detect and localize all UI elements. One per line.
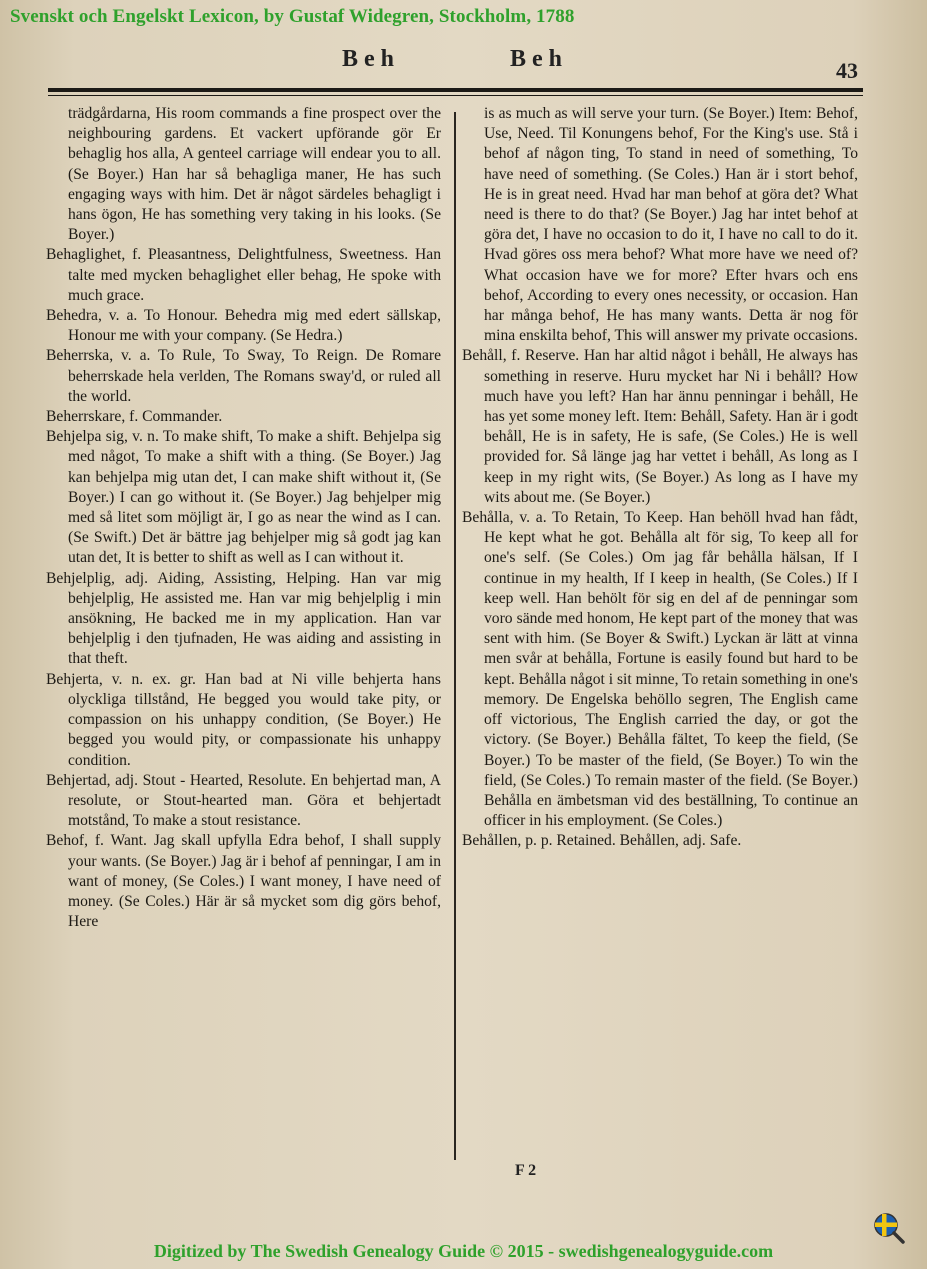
entry: trädgårdarna, His room commands a fine prospect over the neighbouring gardens. Et vackert upförande gör Er behaglig hos alla, A genteel carriage will endear you to all. (Se Boyer.) Han har så behagliga maner, He has such engaging ways with him. Det är något särdeles behagligt i hans ögon, He has something very taking in his looks. (Se Boyer.): [68, 105, 441, 244]
running-head-right: Beh: [510, 46, 569, 72]
entry: Behjelpa sig, v. n. To make shift, To make a shift. Behjelpa sig med något, To make a shift with a thing. (Se Boyer.) Jag kan behjelpa mig utan det, I can make shift without it, (Se Boyer.) I can go without it. (Se Boyer.) Jag behjelper mig med så litet som möjligt är, I go as near the wind as I can. (Se Swift.) Det är bättre jag behjelper mig så godt jag kan utan det, It is better to shift as well as I can without it.: [46, 428, 441, 567]
entry: Behof, f. Want. Jag skall upfylla Edra behof, I shall supply your wants. (Se Boyer.) Jag är i behof af penningar, I am in want of money, (Se Coles.) I want money, I have need of money. (Se Coles.) Här är så mycket som dig görs behof, Here: [46, 832, 441, 931]
right-column: [462, 104, 858, 852]
entry: Behållen, p. p. Retained. Behållen, adj. Safe.: [462, 832, 742, 850]
running-head-left: Beh: [342, 46, 401, 72]
column-divider: [454, 112, 456, 1160]
entry: Behjerta, v. n. ex. gr. Han bad at Ni ville behjerta hans olyckliga tillstånd, He begged you would take pity, or compassion on his unhappy condition, (Se Boyer.) He begged you would pity, or compassionate his unhappy condition.: [46, 670, 441, 769]
entry: Beherrskare, f. Commander.: [46, 408, 223, 426]
swedish-flag-magnifier-icon: [873, 1212, 905, 1244]
header-rule-thin: [48, 95, 863, 96]
left-column: [46, 104, 441, 932]
entry: Behjertad, adj. Stout - Hearted, Resolute. En behjertad man, A resolute, or Stout-hearted man. Göra et behjertadt motstånd, To make a stout resistance.: [46, 771, 441, 830]
entry: Behedra, v. a. To Honour. Behedra mig med edert sällskap, Honour me with your company. (Se Hedra.): [46, 307, 441, 345]
header-rule-thick: [48, 88, 863, 92]
entry: is as much as will serve your turn. (Se Boyer.) Item: Behof, Use, Need. Til Konungens behof, For the King's use. Stå i behof af någon ting, To stand in need of something, To have need of something. (Se Coles.) Han är i stort behof, He is in great need. Hvad har man behof at göra det? What need is there to do that? (Se Boyer.) Jag har intet behof at göra det, I have no occasion to do it, I have no call to do it. Hvad göres oss mera behof? What more have we need of? What occasion have we for more? Efter hvars och ens behof, According to every ones necessity, or occasion. Han har många behof, He has many wants. Detta är nog för mina enskilta behof, This will answer my private occasions.: [484, 105, 858, 345]
page-number: 43: [836, 58, 858, 83]
entry: Behaglighet, f. Pleasantness, Delightfulness, Sweetness. Han talte med mycken behaglighet eller behag, He spoke with much grace.: [46, 246, 441, 304]
digitized-footer: Digitized by The Swedish Genealogy Guide © 2015 - swedishgenealogyguide.com: [153, 1241, 774, 1261]
signature-mark: F 2: [515, 1162, 537, 1179]
source-banner: Svenskt och Engelskt Lexicon, by Gustaf Widegren, Stockholm, 1788: [10, 6, 575, 27]
entry: Behåll, f. Reserve. Han har altid något i behåll, He always has something in reserve. Huru mycket har Ni i behåll? How much have you left? Han har ännu penningar i behåll, He has yet some money left. Item: Behåll, Safety. Han är i godt behåll, He is in safety, He is safe, (Se Coles.) He is well provided for. Så länge jag har vettet i behåll, As long as I keep in my right wits, (Se Boyer.) As long as I have my wits about me. (Se Boyer.): [462, 347, 858, 506]
entry: Behjelplig, adj. Aiding, Assisting, Helping. Han var mig behjelplig, He assisted me. Han var mig behjelplig i min ansökning, He backed me in my application. Han var behjelplig i den tjufnaden, He was aiding and assisting in that theft.: [46, 569, 441, 668]
entry: Beherrska, v. a. To Rule, To Sway, To Reign. De Romare beherrskade hela verlden, The Romans sway'd, or ruled all the world.: [46, 347, 441, 405]
entry: Behålla, v. a. To Retain, To Keep. Han behöll hvad han fådt, He kept what he got. Behålla alt för sig, To keep all for one's self. (Se Coles.) Om jag får behålla hälsan, If I continue in my health, If I keep in health, (Se Coles.) If I keep well. Han behölt för sig en del af de penningar som voro sände med honom, He kept part of the money that was sent with him. (Se Boyer & Swift.) Lyckan är lätt at vinna men svår at behålla, Fortune is easily found but hard to be kept. Behålla något i sit minne, To retain something in one's memory. De Engelska behöllo segren, The English came off victorious, The English carried the day, or got the victory. (Se Boyer.) Behålla fältet, To keep the field, (Se Boyer.) To be master of the field, (Se Boyer.) To win the field, (Se Coles.) To remain master of the field. (Se Boyer.) Behålla en ämbetsman vid des beställning, To continue an officer in his employment. (Se Coles.): [462, 509, 858, 830]
